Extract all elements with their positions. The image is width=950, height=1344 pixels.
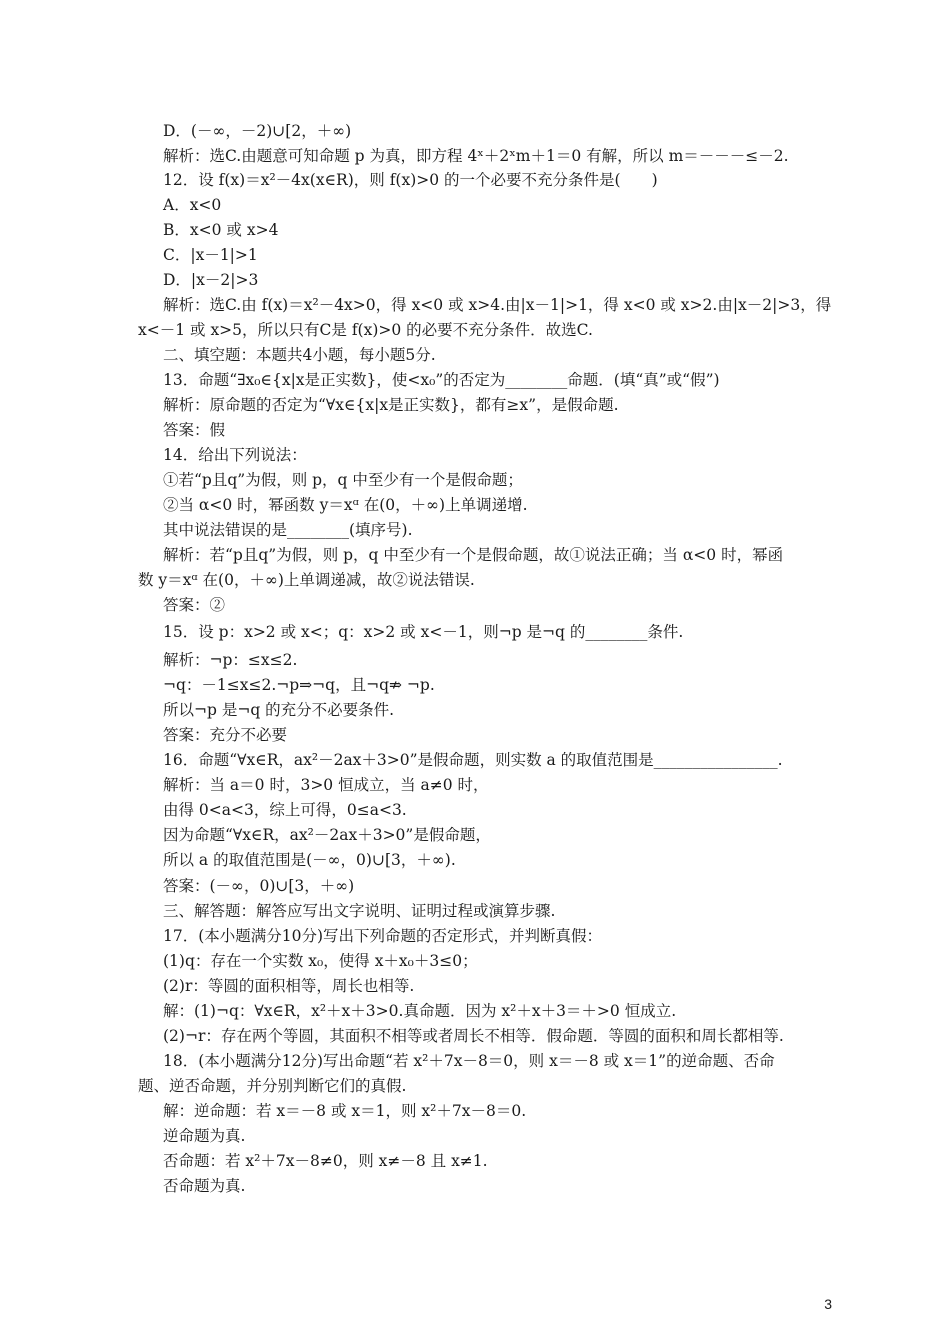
text-line: 14．给出下列说法： xyxy=(163,446,307,464)
text-line: 所以 a 的取值范围是(－∞，0)∪[3，＋∞). xyxy=(163,851,456,869)
text-line: ①若“p且q”为假，则 p，q 中至少有一个是假命题； xyxy=(163,471,523,489)
text-line: 17．(本小题满分10分)写出下列命题的否定形式，并判断真假： xyxy=(163,927,603,945)
text-line: A．x<0 xyxy=(163,196,222,214)
text-line: 解析：原命题的否定为“∀x∈{x|x是正实数}，都有≥x”，是假命题. xyxy=(163,396,619,414)
text-line: x<－1 或 x>5，所以只有C是 f(x)>0 的必要不充分条件．故选C. xyxy=(138,321,593,339)
text-line: 解析：¬p：≤x≤2. xyxy=(163,651,298,669)
text-line: 13．命题“∃x₀∈{x|x是正实数}，使<x₀”的否定为________命题．(填“真”或“假”) xyxy=(163,371,720,389)
answer-line: 答案：充分不必要 xyxy=(163,726,288,744)
text-line: (2)r：等圆的面积相等，周长也相等. xyxy=(163,977,415,995)
text-line: B．x<0 或 x>4 xyxy=(163,221,279,239)
page-number: 3 xyxy=(824,1296,832,1312)
text-line: (2)¬r：存在两个等圆，其面积不相等或者周长不相等．假命题．等圆的面积和周长都相等. xyxy=(163,1027,784,1045)
answer-line: 答案：② xyxy=(163,596,226,614)
text-line: 否命题为真. xyxy=(163,1177,246,1195)
text-line: (1)q：存在一个实数 x₀，使得 x＋x₀＋3≤0； xyxy=(163,952,478,970)
text-line: 逆命题为真. xyxy=(163,1127,246,1145)
text-line: 解析：选C.由 f(x)＝x²－4x>0，得 x<0 或 x>4.由|x－1|>1，得 x<0 或 x>2.由|x－2|>3，得 xyxy=(163,296,832,314)
text-line: D．|x－2|>3 xyxy=(163,271,259,289)
text-line: 18．(本小题满分12分)写出命题“若 x²＋7x－8＝0，则 x＝－8 或 x＝1”的逆命题、否命 xyxy=(163,1052,775,1070)
text-line: C．|x－1|>1 xyxy=(163,246,258,264)
text-line: 其中说法错误的是________(填序号). xyxy=(163,521,413,539)
text-line: 解析：若“p且q”为假，则 p，q 中至少有一个是假命题，故①说法正确；当 α<0 时，幂函 xyxy=(163,546,784,564)
text-line: ②当 α<0 时，幂函数 y＝xᵅ 在(0，＋∞)上单调递增. xyxy=(163,496,528,514)
text-line: D．(－∞，－2)∪[2，＋∞) xyxy=(163,122,352,140)
text-line: ¬q：－1≤x≤2.¬p⇒¬q，且¬q⇏ ¬p. xyxy=(163,676,435,694)
text-line: 12．设 f(x)＝x²－4x(x∈R)，则 f(x)>0 的一个必要不充分条件是( ) xyxy=(163,171,658,189)
text-line: 解：逆命题：若 x＝－8 或 x＝1，则 x²＋7x－8＝0. xyxy=(163,1102,527,1120)
text-line: 所以¬p 是¬q 的充分不必要条件. xyxy=(163,701,395,719)
section-heading: 三、解答题：解答应写出文字说明、证明过程或演算步骤. xyxy=(163,902,556,920)
text-line: 16．命题“∀x∈R，ax²－2ax＋3>0”是假命题，则实数 a 的取值范围是________________. xyxy=(163,751,783,769)
answer-line: 答案：假 xyxy=(163,421,226,439)
text-line: 解析：当 a＝0 时，3>0 恒成立，当 a≠0 时， xyxy=(163,776,489,794)
text-line: 否命题：若 x²＋7x－8≠0，则 x≠－8 且 x≠1. xyxy=(163,1152,488,1170)
text-line: 解：(1)¬q：∀x∈R，x²＋x＋3>0.真命题．因为 x²＋x＋3＝＋>0 恒成立. xyxy=(163,1002,677,1020)
section-heading: 二、填空题：本题共4小题，每小题5分. xyxy=(163,346,436,364)
text-line: 解析：选C.由题意可知命题 p 为真，即方程 4ˣ＋2ˣm＋1＝0 有解，所以 m＝－－－≤－2. xyxy=(163,147,789,165)
text-line: 题、逆否命题，并分别判断它们的真假. xyxy=(138,1077,407,1095)
text-line: 因为命题“∀x∈R，ax²－2ax＋3>0”是假命题， xyxy=(163,826,491,844)
text-line: 15．设 p：x>2 或 x<；q：x>2 或 x<－1，则¬p 是¬q 的________条件. xyxy=(163,623,684,641)
answer-line: 答案：(－∞，0)∪[3，＋∞) xyxy=(163,877,355,895)
text-line: 数 y＝xᵅ 在(0，＋∞)上单调递减，故②说法错误. xyxy=(138,571,475,589)
text-line: 由得 0<a<3，综上可得，0≤a<3. xyxy=(163,801,407,819)
